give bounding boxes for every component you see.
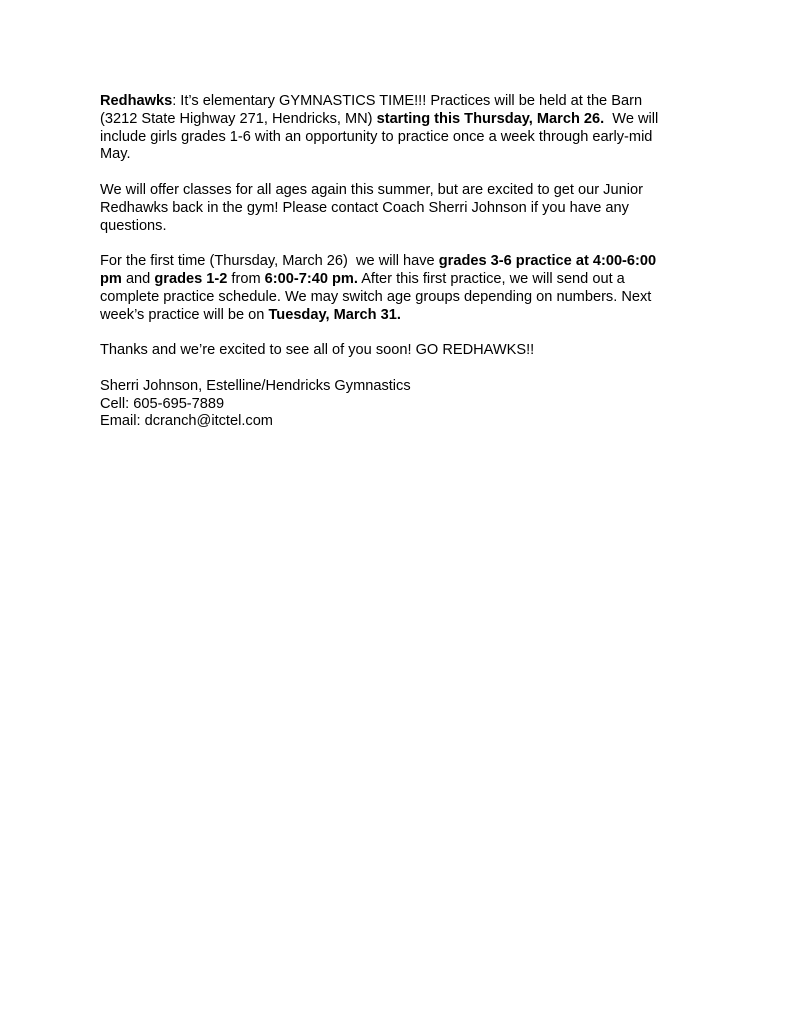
closing-line: Thanks and we’re excited to see all of you soon! GO REDHAWKS!! xyxy=(100,342,535,359)
closing-paragraph xyxy=(100,342,720,360)
intro-line-1: Redhawks: It’s elementary GYMNASTICS TIME!!! Practices will be held at the Barn xyxy=(100,93,643,109)
signature-email: Email: dcranch@itctel.com xyxy=(100,413,273,430)
team-name: Redhawks xyxy=(100,93,173,109)
schedule-line-4: week’s practice will be on Tuesday, March 31. xyxy=(100,306,401,323)
schedule-paragraph xyxy=(100,253,720,324)
intro-line-4: May. xyxy=(100,146,131,163)
summer-paragraph xyxy=(100,182,720,235)
grades-3-6-time: grades 3-6 practice at 4:00-6:00 xyxy=(438,253,657,270)
signature-name: Sherri Johnson, Estelline/Hendricks Gymnastics xyxy=(100,377,411,394)
schedule-line-3: complete practice schedule. We may switch age groups depending on numbers. Next xyxy=(100,288,652,305)
intro-paragraph xyxy=(100,93,720,164)
summer-line-3: questions. xyxy=(100,217,167,234)
grades-1-2: grades 1-2 xyxy=(154,270,232,287)
signature-block xyxy=(100,378,720,431)
document-page xyxy=(100,93,720,431)
grades-1-2-time: 6:00-7:40 pm. xyxy=(264,270,358,287)
summer-line-1: We will offer classes for all ages again this summer, but are excited to get our Junior xyxy=(100,181,643,198)
start-date: starting this Thursday, March 26. xyxy=(376,110,605,127)
schedule-line-2: pm and grades 1-2 from 6:00-7:40 pm. After this first practice, we will send out a xyxy=(100,270,625,287)
next-practice-date: Tuesday, March 31. xyxy=(268,306,401,323)
schedule-line-1: For the first time (Thursday, March 26) we will have grades 3-6 practice at 4:00-6:00 xyxy=(100,253,657,270)
intro-line-3: include girls grades 1-6 with an opportunity to practice once a week through early-mid xyxy=(100,128,653,145)
signature-cell: Cell: 605-695-7889 xyxy=(100,395,225,412)
intro-line-2: (3212 State Highway 271, Hendricks, MN) starting this Thursday, March 26. We will xyxy=(100,110,659,127)
summer-line-2: Redhawks back in the gym! Please contact Coach Sherri Johnson if you have any xyxy=(100,199,629,216)
